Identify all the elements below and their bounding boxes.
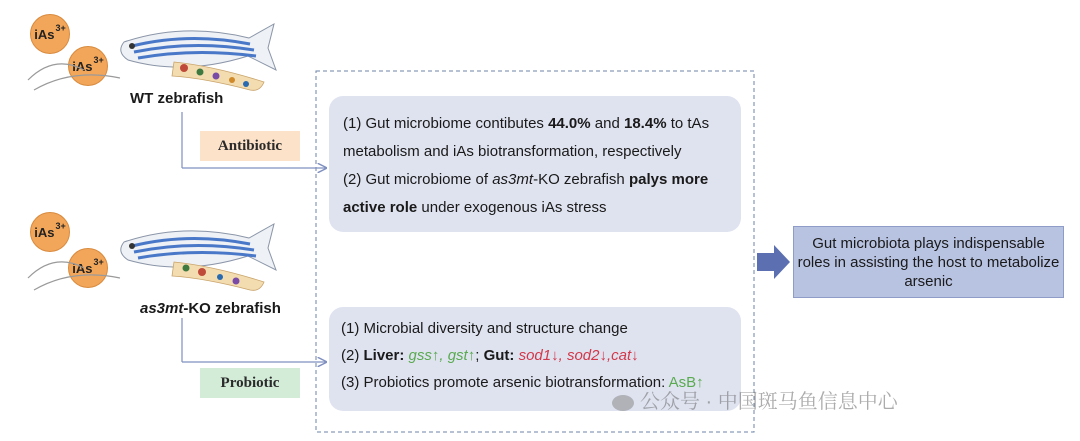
ias-molecule-2: iAs $^{3+}$ [68, 46, 108, 86]
ias-molecule-3: iAs $^{3+}$ [30, 212, 70, 252]
conclusion-text: Gut microbiota plays indispensable roles in assisting the host to metabolize arsenic [797, 234, 1060, 290]
ko-zebrafish-label: as3mt-KO zebrafish [140, 300, 281, 317]
finding-line: metabolism and iAs biotransformation, respectively [343, 143, 682, 160]
wt-zebrafish-icon [24, 18, 284, 98]
finding-line: (2) Liver: gss↑, gst↑; Gut: sod1↓, sod2↓,cat↓ [341, 347, 639, 364]
finding-line: (1) Microbial diversity and structure change [341, 320, 628, 337]
ias-molecule-4: iAs $^{3+}$ [68, 248, 108, 288]
result-arrow [757, 245, 790, 279]
finding-line: active role under exogenous iAs stress [343, 199, 607, 216]
ias-molecule-1: iAs $^{3+}$ [30, 14, 70, 54]
wt-zebrafish-label: WT zebrafish [130, 90, 224, 107]
conclusion-box [793, 226, 1064, 298]
watermark: 公众号 · 中国斑马鱼信息中心 [612, 385, 898, 414]
probiotic-tag: Probiotic [200, 368, 300, 398]
finding-line: (1) Gut microbiome contibutes 44.0% and 18.4% to tAs [343, 115, 710, 132]
wechat-icon [612, 395, 634, 411]
finding-line: (2) Gut microbiome of as3mt-KO zebrafish palys more [343, 171, 709, 188]
antibiotic-findings-panel [329, 96, 741, 232]
finding-line: (3) Probiotics promote arsenic biotransformation: AsB↑ [341, 374, 704, 391]
ko-zebrafish-icon [24, 222, 284, 302]
antibiotic-tag: Antibiotic [200, 131, 300, 161]
